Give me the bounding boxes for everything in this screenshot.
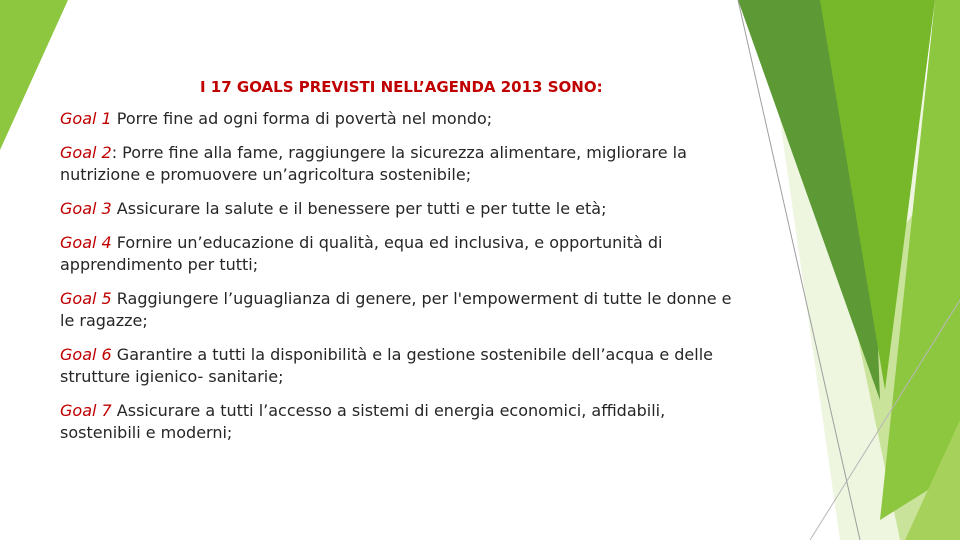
goal-item-4 — [60, 232, 750, 276]
goal-label: Goal 1 — [60, 109, 112, 128]
goal-text: Assicurare a tutti l’accesso a sistemi di energia economici, affidabili, sostenibili e moderni; — [60, 401, 666, 442]
left-green-triangle — [0, 0, 68, 150]
slide-title: I 17 GOALS PREVISTI NELL’AGENDA 2013 SONO: — [200, 78, 603, 96]
goal-text: Assicurare la salute e il benessere per tutti e per tutte le età; — [111, 199, 607, 218]
goal-text: Fornire un’educazione di qualità, equa ed inclusiva, e opportunità di apprendimento per tutti; — [60, 233, 663, 274]
goal-text: Porre fine ad ogni forma di povertà nel mondo; — [111, 109, 493, 128]
goal-label: Goal 3 — [60, 199, 112, 218]
goal-item-6 — [60, 344, 750, 388]
goal-item-2 — [60, 142, 750, 186]
goal-text: : Porre fine alla fame, raggiungere la sicurezza alimentare, migliorare la nutrizione e promuovere un’agricoltura sostenibile; — [60, 143, 687, 184]
goal-item-7 — [60, 400, 750, 444]
goal-text: Garantire a tutti la disponibilità e la gestione sostenibile dell’acqua e delle strutture igienico- sanitarie; — [60, 345, 713, 386]
goal-text: Raggiungere l’uguaglianza di genere, per l'empowerment di tutte le donne e le ragazze; — [60, 289, 732, 330]
goals-list — [60, 108, 750, 456]
goal-item-5 — [60, 288, 750, 332]
goal-label: Goal 6 — [60, 345, 112, 364]
goal-label: Goal 5 — [60, 289, 112, 308]
goal-label: Goal 7 — [60, 401, 112, 420]
goal-item-1 — [60, 108, 750, 130]
goal-label: Goal 2 — [60, 143, 112, 162]
goal-item-3 — [60, 198, 750, 220]
goal-label: Goal 4 — [60, 233, 112, 252]
